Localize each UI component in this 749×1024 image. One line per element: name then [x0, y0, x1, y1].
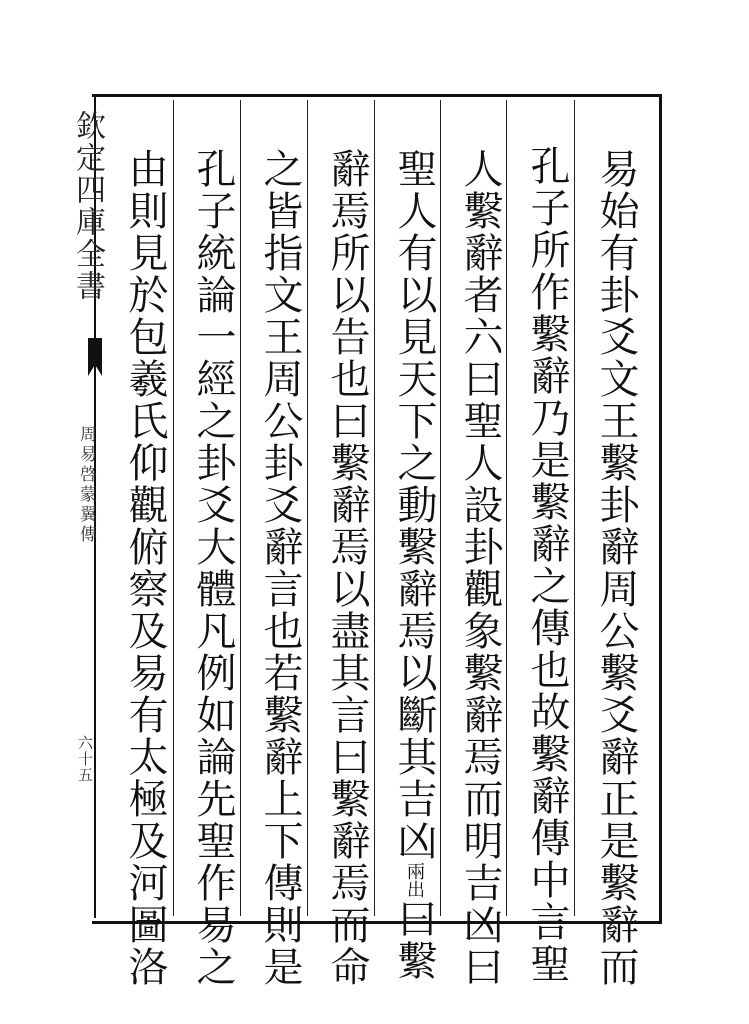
text-column-8: 由則見於包羲氏仰觀俯察及易有太極及河圖洛 [122, 148, 168, 988]
margin-collection-title: 欽定四庫全書 [70, 110, 105, 302]
text-column-2: 孔子所作繫辭乃是繫辭之傳也故繫辭傳中言聖 [524, 145, 570, 985]
text-column-7: 孔子統論一經之卦爻大體凡例如論先聖作易之 [190, 148, 236, 988]
text-column-3: 人繫辭者六曰聖人設卦觀象繫辭焉而明吉凶曰 [457, 148, 503, 988]
inline-note: 兩出 [404, 862, 425, 898]
margin-page-number: 六十五 [76, 735, 94, 783]
text-column-4 [383, 148, 445, 982]
text-column-1: 易始有卦爻文王繫卦辭周公繫爻辭正是繫辭而 [593, 148, 639, 988]
text-column-4-tail: 曰繫 [391, 898, 437, 982]
text-column-4-main: 聖人有以見天下之動繫辭焉以斷其吉凶 [391, 148, 437, 862]
margin-book-title: 周易啓蒙翼傳 [76, 425, 96, 545]
text-column-6: 之皆指文王周公卦爻辭言也若繫辭上下傳則是 [257, 148, 303, 988]
text-column-5: 辭焉所以告也曰繫辭焉以盡其言曰繫辭焉而命 [324, 148, 370, 988]
